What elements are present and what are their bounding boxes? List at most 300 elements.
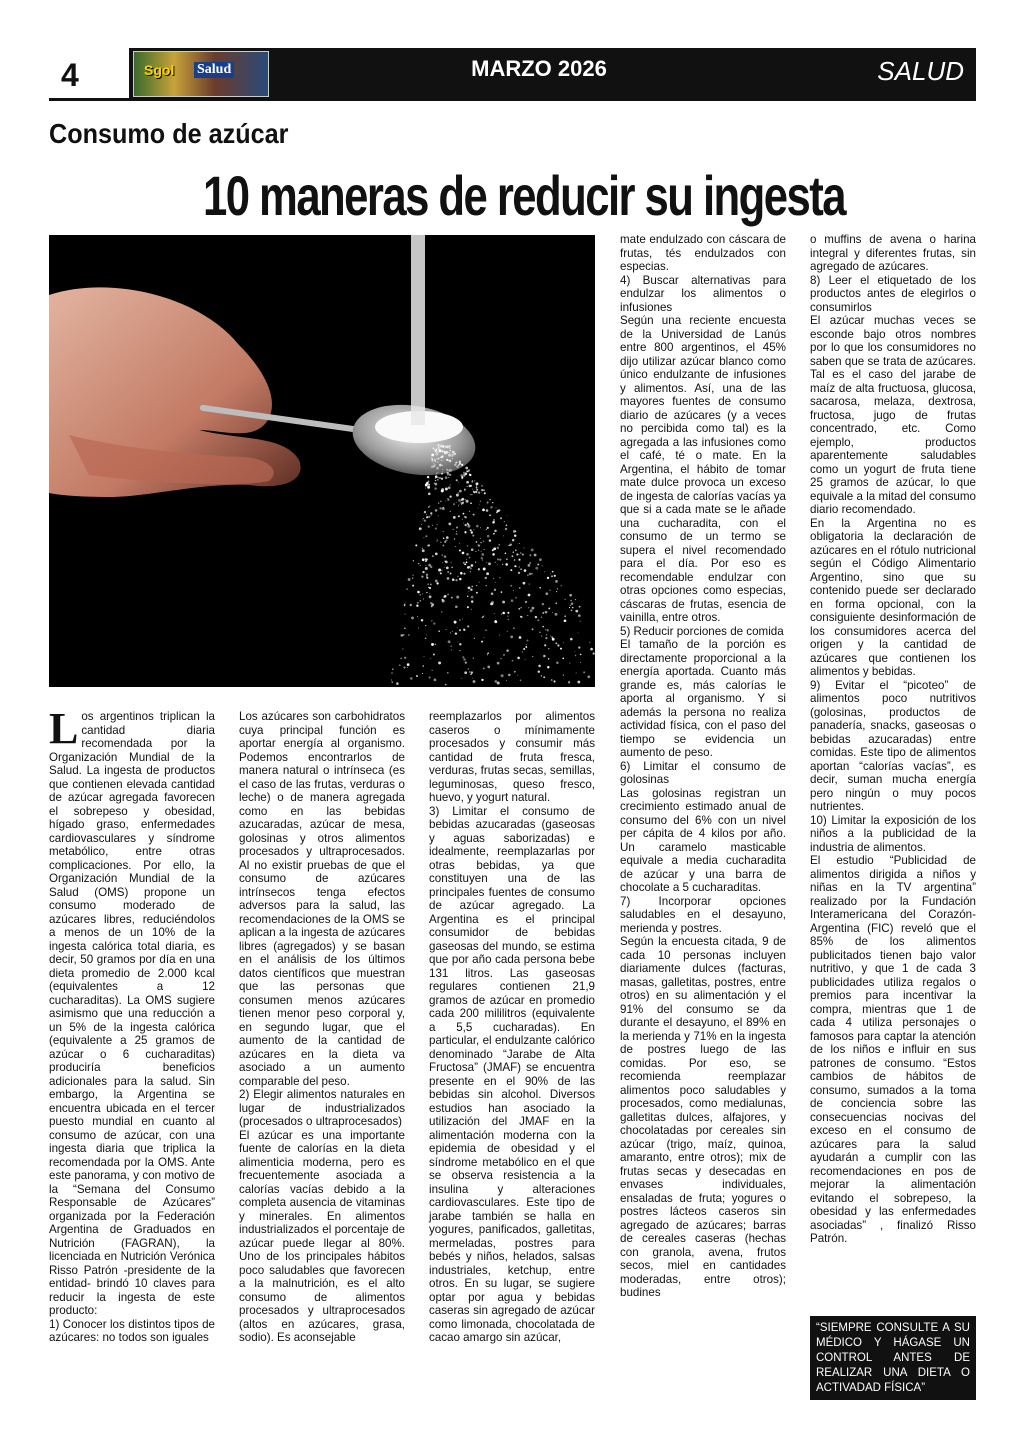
sugar-grain <box>580 621 581 622</box>
article-headline: 10 maneras de reducir su ingesta <box>203 164 845 227</box>
sugar-grain <box>462 552 465 555</box>
sugar-grain <box>452 458 453 459</box>
sugar-grain <box>438 502 439 503</box>
sugar-grain <box>468 566 470 568</box>
sugar-grain <box>438 630 440 632</box>
sugar-grain <box>494 589 496 591</box>
sugar-grain <box>524 548 525 549</box>
sugar-grain <box>555 580 558 583</box>
sugar-grain <box>417 591 420 594</box>
sugar-grain <box>456 479 458 481</box>
sugar-grain <box>466 481 469 484</box>
sugar-grain <box>484 549 485 550</box>
sugar-grain <box>450 484 451 485</box>
sugar-grain <box>440 456 442 458</box>
sugar-grain <box>498 509 500 511</box>
sugar-grain <box>530 609 533 612</box>
sugar-grain <box>532 628 534 630</box>
tip-8-heading: 8) Leer el etiquetado de los productos antes de elegirlos o consumirlos <box>810 273 976 314</box>
sugar-grain <box>525 659 526 660</box>
article-column-4 <box>620 233 786 1300</box>
sugar-grain <box>507 631 508 632</box>
sugar-grain <box>466 559 467 560</box>
sugar-grain <box>512 539 514 541</box>
sugar-grain <box>474 480 475 481</box>
sugar-grain <box>486 572 489 575</box>
sugar-grain <box>499 559 501 561</box>
sugar-grain <box>449 469 452 472</box>
sugar-grain <box>473 514 475 516</box>
sugar-grain <box>510 585 512 587</box>
sugar-grain <box>554 575 556 577</box>
sugar-grain <box>498 544 500 546</box>
sugar-grain <box>510 636 513 639</box>
sugar-grain <box>450 511 452 513</box>
sugar-grain <box>440 572 442 574</box>
sugar-grain <box>538 665 541 668</box>
sugar-grain <box>529 584 530 585</box>
sugar-grain <box>481 641 483 643</box>
sugar-grain <box>466 553 469 556</box>
drop-cap: L <box>49 704 79 753</box>
sugar-grain <box>408 634 409 635</box>
sugar-grain <box>437 524 438 525</box>
sugar-grain <box>543 655 546 658</box>
sugar-grain <box>481 489 483 491</box>
sugar-grain <box>465 524 467 526</box>
sugar-grain <box>579 606 581 608</box>
sugar-grain <box>534 554 537 557</box>
sugar-grain <box>465 499 466 500</box>
sugar-grain <box>445 684 447 686</box>
sugar-grain <box>456 533 458 535</box>
sugar-grain <box>427 486 430 489</box>
sugar-grain <box>515 597 516 598</box>
sugar-grain <box>469 557 471 559</box>
sugar-grain <box>508 619 509 620</box>
sugar-grain <box>463 522 464 523</box>
sugar-grain <box>442 446 444 448</box>
sugar-grain <box>456 526 458 528</box>
sugar-grain <box>457 576 458 577</box>
sugar-grain <box>548 648 549 649</box>
sugar-grain <box>435 461 436 462</box>
sugar-grain <box>442 507 445 510</box>
sugar-grain <box>539 558 542 561</box>
sugar-grain <box>484 492 486 494</box>
sugar-grain <box>510 569 512 571</box>
sugar-grain <box>437 539 439 541</box>
sugar-grain <box>547 629 549 631</box>
sugar-grain <box>463 562 465 564</box>
sugar-grain <box>448 486 451 489</box>
sugar-grain <box>436 541 437 542</box>
sugar-grain <box>447 672 449 674</box>
sugar-grain <box>437 479 439 481</box>
sugar-grain <box>442 599 444 601</box>
sugar-grain <box>492 553 495 556</box>
sugar-grain <box>483 568 486 571</box>
sugar-grain <box>455 632 457 634</box>
sugar-grain <box>439 477 441 479</box>
sugar-grain <box>447 499 449 501</box>
sugar-grain <box>407 663 410 666</box>
sugar-grain <box>499 577 501 579</box>
sugar-grain <box>564 619 567 622</box>
sugar-grain <box>417 602 419 604</box>
sugar-grain <box>502 601 505 604</box>
sugar-grain <box>435 553 438 556</box>
sugar-grain <box>570 605 571 606</box>
sugar-grain <box>467 523 468 524</box>
sugar-grain <box>475 551 476 552</box>
sugar-grain <box>519 587 521 589</box>
sugar-grain <box>542 626 544 628</box>
tip-9-paragraph: 9) Evitar el “picoteo” de alimentos poco nutritivos (golosinas, productos de panadería, snacks, gaseosas o bebidas azucaradas) entre comidas. Este tipo de alimentos aportan “calorías vacías”, es decir, suman mucha energía pero ningún o muy pocos nutrientes. <box>810 678 976 813</box>
sugar-grain <box>392 668 394 670</box>
sugar-grain <box>487 527 489 529</box>
sugar-grain <box>463 629 465 631</box>
sugar-grain <box>481 557 483 559</box>
sugar-grain <box>523 648 525 650</box>
sugar-grain <box>482 616 483 617</box>
sugar-grain <box>519 566 520 567</box>
sugar-grain <box>441 473 443 475</box>
sugar-grain <box>492 549 494 551</box>
sugar-grain <box>529 562 531 564</box>
sugar-grain <box>515 566 516 567</box>
sugar-grain <box>418 563 419 564</box>
sugar-grain <box>506 649 509 652</box>
sugar-grain <box>485 577 487 579</box>
sugar-grain <box>416 605 418 607</box>
sugar-grain <box>422 571 424 573</box>
sugar-grain <box>544 571 545 572</box>
sugar-grain <box>491 603 493 605</box>
sugar-grain <box>433 463 434 464</box>
sugar-grain <box>458 464 460 466</box>
sugar-grain <box>432 555 434 557</box>
sugar-grain <box>547 577 549 579</box>
sugar-grain <box>568 681 570 683</box>
sugar-grain <box>464 489 465 490</box>
sugar-grain <box>552 571 554 573</box>
sugar-grain <box>441 570 442 571</box>
sugar-grain <box>422 673 423 674</box>
sugar-grain <box>483 490 484 491</box>
sugar-grain <box>556 602 557 603</box>
sugar-grain <box>441 490 443 492</box>
paragraph: El tamaño de la porción es directamente proporcional a la energía aportada. Cuanto más grande es, más calorías le aporta al organismo. Y si además la persona no realiza actividad física, con el paso del tiempo se evidencia un aumento de peso. <box>620 638 786 759</box>
sugar-grain <box>429 595 432 598</box>
sugar-grain <box>471 671 473 673</box>
sugar-grain <box>545 592 548 595</box>
sugar-grain <box>470 502 472 504</box>
sugar-grain <box>425 535 427 537</box>
sugar-grain <box>476 541 478 543</box>
sugar-grain <box>473 491 475 493</box>
sugar-grain <box>456 531 457 532</box>
sugar-grain <box>452 631 453 632</box>
sugar-grain <box>430 512 432 514</box>
sugar-grain <box>487 654 488 655</box>
sugar-grain <box>442 562 443 563</box>
sugar-grain <box>571 602 574 605</box>
sugar-grain <box>466 561 468 563</box>
sugar-grain <box>458 482 459 483</box>
sugar-grain <box>442 469 443 470</box>
sugar-grain <box>462 519 463 520</box>
sugar-grain <box>408 578 411 581</box>
sugar-grain <box>435 478 436 479</box>
sugar-grain <box>413 575 414 576</box>
sugar-grain <box>419 600 421 602</box>
sugar-grain <box>471 548 474 551</box>
sugar-grain <box>463 513 465 515</box>
sugar-grain <box>528 607 529 608</box>
sugar-grain <box>501 674 504 677</box>
sugar-grain <box>482 559 483 560</box>
sugar-grain <box>391 672 393 674</box>
sugar-grain <box>454 538 456 540</box>
sugar-grain <box>550 573 551 574</box>
sugar-grain <box>466 470 468 472</box>
header-rule <box>49 98 976 101</box>
sugar-grain <box>428 506 430 508</box>
paragraph: Según la encuesta citada, 9 de cada 10 personas incluyen diariamente dulces (facturas, masas, galletitas, postres, entre otros) en su alimentación y el 91% del consumo se da durante el desayuno, el 89% en la merienda y 71% en la ingesta de postres luego de las comidas. Por eso, se recomienda reemplazar alimentos poco saludables y procesados, como medialunas, galletitas dulces, alfajores, y chocolatadas por cereales sin azúcar (trigo, maíz, quinoa, amaranto, entre otros); mix de frutas secas y desecadas en envases individuales, ensaladas de fruta; yogures o postres lácteos caseros sin agregado de azúcares; barras de cereales caseras (hechas con granola, avena, frutos secos, miel en cantidades moderadas, entre otros); budines <box>620 935 786 1299</box>
sugar-grain <box>518 608 520 610</box>
sugar-grain <box>429 593 430 594</box>
sugar-grain <box>429 545 430 546</box>
sugar-grain <box>450 646 451 647</box>
sugar-grain <box>476 489 478 491</box>
section-name: SALUD <box>877 56 964 86</box>
sugar-grain <box>495 582 496 583</box>
sugar-grain <box>443 545 445 547</box>
sugar-grain <box>422 593 423 594</box>
sugar-grain <box>469 474 470 475</box>
sugar-grain <box>473 658 474 659</box>
sugar-grain <box>434 459 437 462</box>
sugar-grain <box>464 563 466 565</box>
sugar-grain <box>590 648 593 651</box>
sugar-grain <box>487 501 489 503</box>
sugar-grain <box>531 607 534 610</box>
sugar-grain <box>461 478 462 479</box>
sugar-grain <box>422 549 425 552</box>
article-column-5 <box>810 233 976 1246</box>
sugar-grain <box>459 490 462 493</box>
sugar-grain <box>460 572 463 575</box>
sugar-grain <box>516 553 518 555</box>
sugar-grain <box>425 625 426 626</box>
sugar-grain <box>447 577 450 580</box>
logo-text-left: Sgol <box>144 62 175 78</box>
sugar-grain <box>399 664 401 666</box>
sugar-grain <box>435 528 437 530</box>
sugar-grain <box>535 567 538 570</box>
sugar-grain <box>501 591 503 593</box>
sugar-grain <box>426 514 427 515</box>
sugar-grain <box>531 573 532 574</box>
sugar-grain <box>438 515 439 516</box>
page-header <box>49 48 976 98</box>
sugar-grain <box>493 578 494 579</box>
sugar-grain <box>436 582 438 584</box>
sugar-grain <box>458 492 460 494</box>
sugar-grain <box>539 587 541 589</box>
sugar-grain <box>572 607 573 608</box>
sugar-grain <box>451 597 453 599</box>
sugar-grain <box>473 529 474 530</box>
sugar-grain <box>448 477 449 478</box>
sugar-grain <box>461 475 462 476</box>
sugar-grain <box>429 676 431 678</box>
sugar-grain <box>426 516 428 518</box>
sugar-grain <box>481 485 483 487</box>
sugar-grain <box>484 637 485 638</box>
sugar-grain <box>503 654 505 656</box>
sugar-grain <box>476 585 477 586</box>
sugar-grain <box>421 524 422 525</box>
sugar-grain <box>438 458 440 460</box>
sugar-grain <box>483 668 485 670</box>
sugar-grain <box>459 461 461 463</box>
sugar-grain <box>451 562 452 563</box>
sugar-grain <box>519 554 520 555</box>
sugar-grain <box>518 559 520 561</box>
sugar-grain <box>493 533 495 535</box>
sugar-grain <box>435 644 437 646</box>
sugar-grain <box>524 569 527 572</box>
sugar-grain <box>450 450 451 451</box>
sugar-grain <box>455 606 458 609</box>
sugar-grain <box>426 483 429 486</box>
sugar-grain <box>464 516 465 517</box>
sugar-grain <box>422 548 423 549</box>
sugar-grain <box>461 464 463 466</box>
sugar-grain <box>498 509 499 510</box>
sugar-grain <box>438 661 441 664</box>
paragraph: mate endulzado con cáscara de frutas, tés endulzados con especias. <box>620 233 786 273</box>
sugar-grain <box>556 661 559 664</box>
sugar-grain <box>431 603 434 606</box>
sugar-grain <box>423 537 424 538</box>
sugar-grain <box>458 515 460 517</box>
sugar-grain <box>529 573 532 576</box>
sugar-grain <box>431 454 434 457</box>
sugar-grain <box>551 575 553 577</box>
sugar-grain <box>520 680 522 682</box>
sugar-grain <box>445 488 448 491</box>
sugar-grain <box>446 469 448 471</box>
sugar-grain <box>575 610 578 613</box>
sugar-grain <box>514 534 516 536</box>
sugar-grain <box>494 621 495 622</box>
sugar-grain <box>507 616 508 617</box>
sugar-grain <box>495 562 496 563</box>
sugar-grain <box>428 484 430 486</box>
sugar-grain <box>489 499 491 501</box>
sugar-grain <box>431 460 433 462</box>
paragraph: reemplazarlos por alimentos caseros o mínimamente procesados y consumir más cantidad de fruta fresca, verduras, frutas secas, semillas, leguminosas, queso fresco, huevo, y yogurt natural. <box>429 710 595 804</box>
sugar-grain <box>458 505 459 506</box>
sugar-grain <box>511 599 514 602</box>
sugar-grain <box>440 445 442 447</box>
sugar-grain <box>423 656 424 657</box>
sugar-grain <box>549 590 550 591</box>
sugar-grain <box>560 648 562 650</box>
sugar-grain <box>532 656 533 657</box>
sugar-grain <box>428 525 430 527</box>
sugar-grain <box>450 632 451 633</box>
sugar-grain <box>492 521 495 524</box>
sugar-grain <box>492 502 493 503</box>
sugar-grain <box>578 633 579 634</box>
sugar-grain <box>436 458 437 459</box>
sugar-grain <box>427 476 429 478</box>
sugar-grain <box>574 651 575 652</box>
sugar-grain <box>445 501 446 502</box>
sugar-grain <box>557 588 558 589</box>
sugar-grain <box>470 567 472 569</box>
sugar-grain <box>459 643 461 645</box>
sugar-grain <box>449 474 451 476</box>
sugar-grain <box>520 616 522 618</box>
sugar-grain <box>470 571 471 572</box>
sugar-grain <box>445 561 448 564</box>
sugar-grain <box>438 446 439 447</box>
sugar-grain <box>528 564 531 567</box>
sugar-grain <box>502 564 503 565</box>
sugar-grain <box>423 598 424 599</box>
sugar-grain <box>467 523 469 525</box>
logo-text-right: Salud <box>194 62 234 78</box>
sugar-grain <box>444 567 445 568</box>
sugar-grain <box>435 580 438 583</box>
article-column-1 <box>49 704 215 1345</box>
sugar-grain <box>471 586 472 587</box>
sugar-grain <box>505 528 507 530</box>
sugar-grain <box>528 594 531 597</box>
sugar-grain <box>431 643 434 646</box>
sugar-grain <box>537 563 539 565</box>
sugar-grain <box>550 636 551 637</box>
sugar-grain <box>417 616 418 617</box>
sugar-grain <box>493 519 495 521</box>
sugar-grain <box>475 561 476 562</box>
sugar-grain <box>429 506 430 507</box>
sugar-grain <box>441 460 442 461</box>
sugar-grain <box>459 504 460 505</box>
sugar-grain <box>459 543 460 544</box>
sugar-grain <box>443 531 444 532</box>
sugar-grain <box>512 555 514 557</box>
sugar-grain <box>495 507 496 508</box>
sugar-grain <box>434 487 437 490</box>
tip-1-heading: 1) Conocer los distintos tipos de azúcares: no todos son iguales <box>49 1317 215 1344</box>
sugar-grain <box>473 680 476 683</box>
sugar-grain <box>551 679 553 681</box>
sugar-grain <box>442 555 443 556</box>
sugar-grain <box>471 531 473 533</box>
sugar-grain <box>520 552 522 554</box>
sugar-grain <box>468 668 470 670</box>
sugar-grain <box>450 460 451 461</box>
sugar-grain <box>454 621 457 624</box>
sugar-grain <box>497 558 499 560</box>
sugar-grain <box>555 613 558 616</box>
